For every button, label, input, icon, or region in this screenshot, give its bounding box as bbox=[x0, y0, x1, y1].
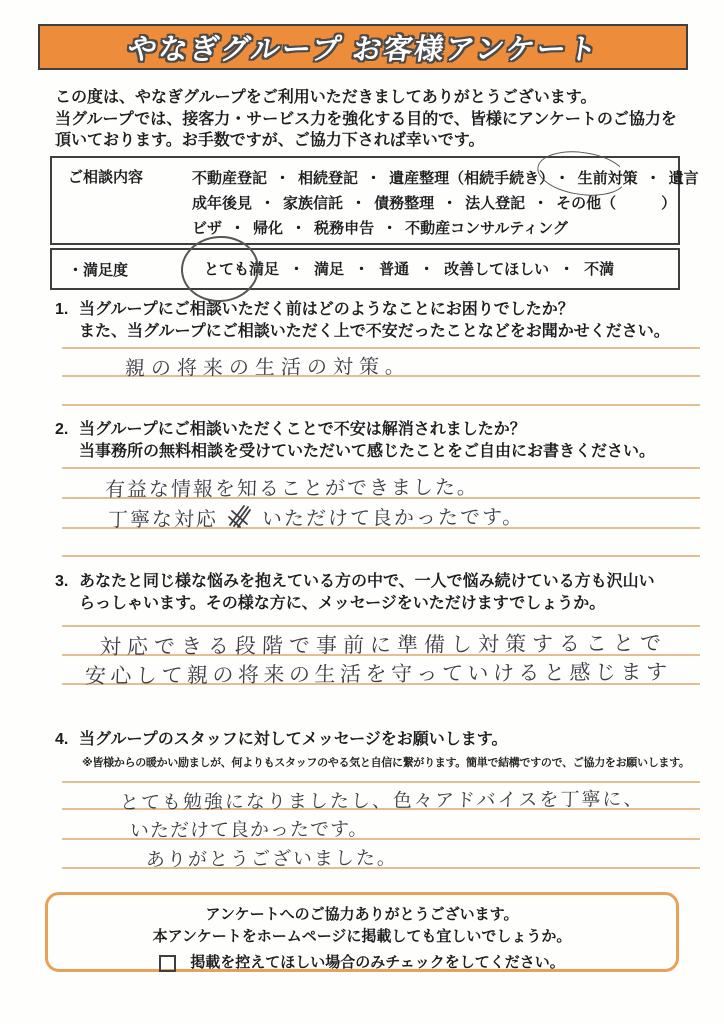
satisfaction-box bbox=[50, 248, 680, 290]
option-label: とても満足 bbox=[204, 260, 280, 278]
option-label: その他（ ） bbox=[556, 195, 677, 212]
option-separator: ・ bbox=[382, 220, 398, 237]
option-label: 税務申告 bbox=[314, 220, 375, 237]
intro-line: この度は、やなぎグループをご利用いただきましてありがとうございます。 bbox=[55, 89, 597, 106]
question-number: 2. bbox=[55, 421, 69, 438]
option-separator: ・ bbox=[354, 260, 370, 278]
answer-rule-line bbox=[62, 347, 700, 349]
option-label: 法人登記 bbox=[465, 195, 526, 212]
scribble-mark bbox=[226, 503, 252, 529]
option-separator: ・ bbox=[291, 220, 307, 237]
footer-thanks-line: アンケートへのご協力ありがとうございます。 bbox=[205, 906, 519, 923]
consultation-row bbox=[192, 216, 699, 241]
footer-box bbox=[45, 892, 679, 972]
option-separator: ・ bbox=[275, 170, 291, 187]
option-label: 家族信託 bbox=[283, 195, 344, 212]
consultation-row bbox=[192, 191, 699, 216]
consultation-label: ご相談内容 bbox=[68, 169, 144, 186]
option-separator: ・ bbox=[289, 260, 305, 278]
question-number: 1. bbox=[55, 301, 69, 318]
option-separator: ・ bbox=[230, 220, 246, 237]
option-label: 相続登記 bbox=[298, 170, 359, 187]
option-separator: ・ bbox=[645, 170, 661, 187]
answer-rule-line bbox=[62, 467, 700, 469]
handwritten-answer: 有益な情報を知ることができました。 bbox=[104, 476, 480, 502]
question-text-line: 当グループにご相談いただく前はどのようなことにお困りでしたか？ bbox=[79, 301, 574, 318]
intro-paragraph bbox=[55, 87, 700, 152]
publish-optout-checkbox bbox=[159, 955, 176, 972]
satisfaction-label: ・満足度 bbox=[68, 261, 129, 279]
option-separator: ・ bbox=[366, 170, 382, 187]
question-text-line: 当グループのスタッフに対してメッセージをお願いします。 bbox=[79, 731, 508, 748]
option-label: 遺言 bbox=[668, 170, 699, 187]
intro-line: 頂いております。お手数ですが、ご協力下されば幸いです。 bbox=[55, 132, 485, 149]
option-label: 帰化 bbox=[253, 220, 284, 237]
question-2 bbox=[55, 419, 655, 463]
option-label: 生前対策 bbox=[577, 170, 638, 187]
option-label: 成年後見 bbox=[192, 195, 253, 212]
answer-rule-line bbox=[62, 781, 700, 783]
handwritten-answer: 丁寧な対応 いただけて良かったです。 bbox=[107, 506, 525, 532]
satisfaction-options bbox=[204, 257, 614, 282]
option-label: 不動産コンサルティング bbox=[405, 220, 568, 237]
option-label: 不動産登記 bbox=[192, 170, 268, 187]
option-separator: ・ bbox=[351, 195, 367, 212]
handwritten-answer: ありがとうございました。 bbox=[145, 848, 399, 871]
option-label: 普通 bbox=[379, 260, 410, 278]
option-separator: ・ bbox=[260, 195, 276, 212]
answer-rule-line bbox=[62, 404, 700, 406]
option-label: 遺産整理（相続手続き） bbox=[389, 170, 547, 187]
question-text-line: 当グループにご相談いただくことで不安は解消されましたか？ bbox=[79, 421, 526, 438]
option-separator: ・ bbox=[419, 260, 435, 278]
question-text-line: あなたと同じ様な悩みを抱えている方の中で、一人で悩み続けている方も沢山い bbox=[79, 573, 655, 590]
handwritten-answer: 親の将来の生活の対策。 bbox=[124, 355, 412, 381]
question-number: 4. bbox=[55, 731, 69, 748]
header-banner bbox=[38, 24, 688, 70]
option-label: 債務整理 bbox=[374, 195, 435, 212]
handwritten-answer: 対応できる段階で事前に準備し対策することで bbox=[99, 632, 668, 659]
question-text-line: また、当グループにご相談いただく上で不安だったことなどをお聞かせください。 bbox=[79, 323, 670, 340]
question-note: ※皆様からの暖かい励ましが、何よりもスタッフのやる気と自信に繋がります。簡単で結構ですので、ご協力をお願いします。 bbox=[82, 757, 690, 769]
intro-line: 当グループでは、接客力・サービス力を強化する目的で、皆様にアンケートのご協力を bbox=[55, 110, 677, 128]
question-text-line: らっしゃいます。その様な方に、メッセージをいただけますでしょうか。 bbox=[79, 595, 606, 612]
option-label: 改善してほしい bbox=[444, 260, 550, 278]
handwritten-answer: 安心して親の将来の生活を守っていけると感じます bbox=[84, 660, 672, 689]
handwritten-answer: とても勉強になりましたし、色々アドバイスを丁寧に、 bbox=[119, 789, 645, 814]
option-label: 不満 bbox=[584, 260, 615, 278]
consultation-options bbox=[192, 166, 699, 243]
answer-rule-line bbox=[62, 555, 700, 557]
question-number: 3. bbox=[55, 573, 69, 590]
option-separator: ・ bbox=[533, 195, 549, 212]
handwritten-answer: いただけて良かったです。 bbox=[129, 819, 369, 842]
option-separator: ・ bbox=[442, 195, 458, 212]
option-label: ビザ bbox=[192, 220, 223, 237]
footer-permission-line: 本アンケートをホームページに掲載しても宜しいでしょうか。 bbox=[152, 928, 572, 945]
question-text-line: 当事務所の無料相談を受けていただいて感じたことをご自由にお書きください。 bbox=[79, 443, 656, 460]
option-label: 満足 bbox=[314, 260, 345, 278]
page-title: やなぎグループ お客様アンケート bbox=[124, 33, 601, 66]
question-1 bbox=[55, 299, 670, 343]
consultation-row bbox=[192, 166, 699, 191]
option-separator: ・ bbox=[554, 170, 570, 187]
question-3 bbox=[55, 571, 655, 615]
question-4 bbox=[55, 729, 507, 751]
publish-optout-label: 掲載を控えてほしい場合のみチェックをしてください。 bbox=[190, 954, 565, 971]
option-separator: ・ bbox=[559, 260, 575, 278]
